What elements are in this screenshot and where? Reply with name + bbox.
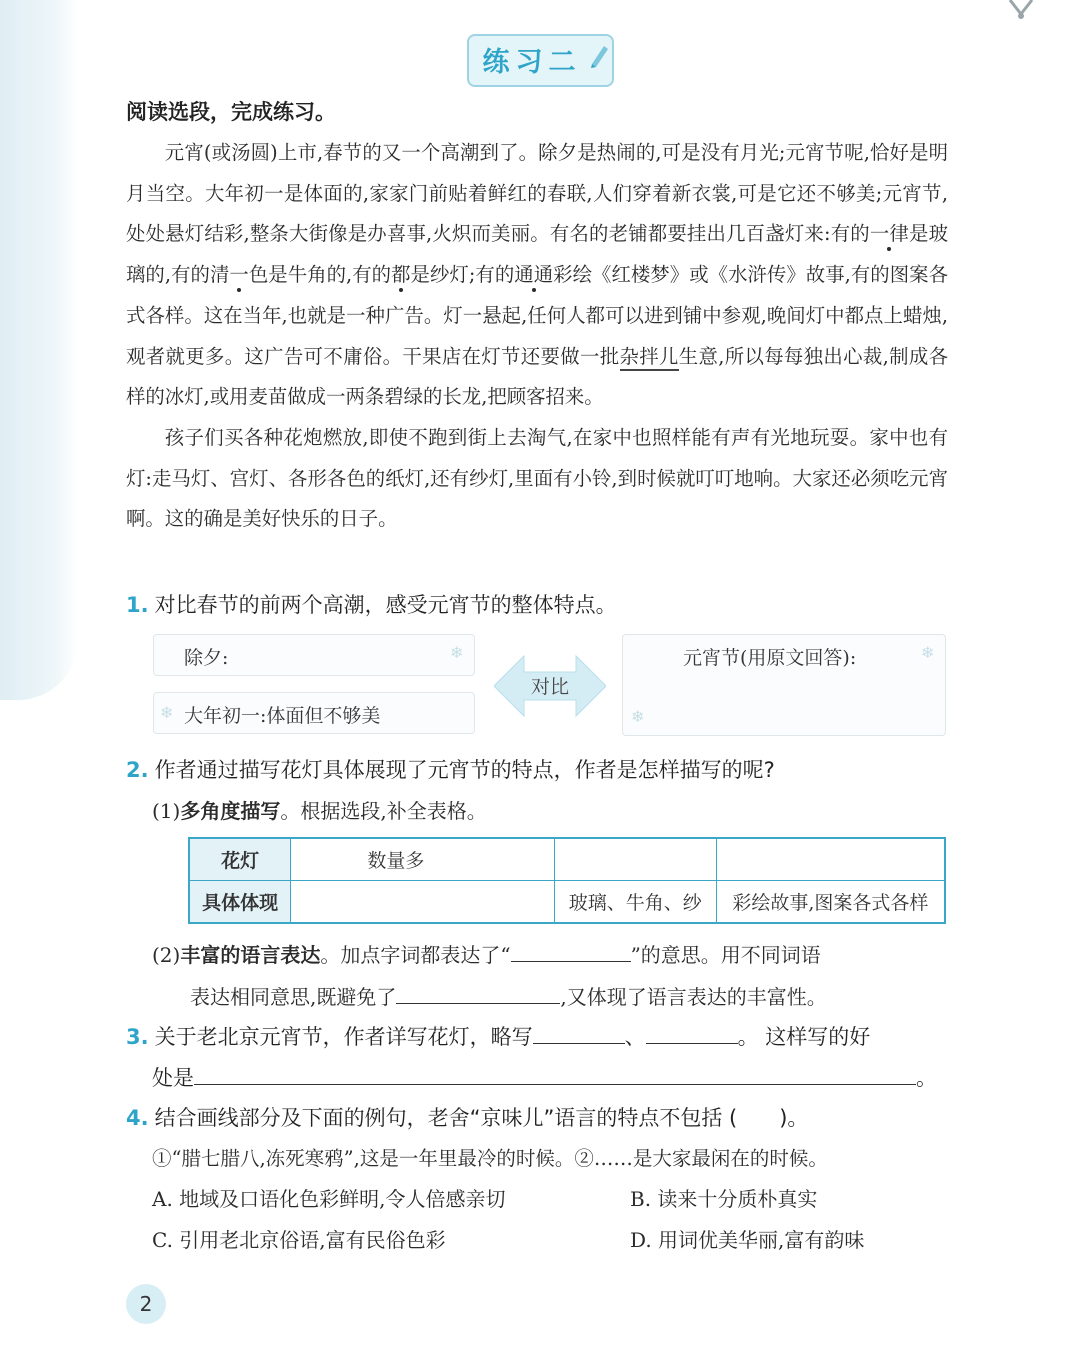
question-text: 关于老北京元宵节，作者详写花灯，略写 [154, 1025, 533, 1049]
instruction: 阅读选段，完成练习。 [126, 100, 336, 124]
part-heading: 多角度描写 [180, 799, 281, 823]
part-text: ,又体现了语言表达的丰富性。 [560, 985, 827, 1009]
box-label: 除夕: [184, 647, 229, 669]
passage-text: 元宵(或汤圆)上市,春节的又一个高潮到了。除夕是热闹的,可是没有月光;元宵节呢,恰好是明月当空。大年初一是体面的,家家门前贴着鲜红的春联,人们穿着新衣裳,可是它还不够美;元宵节,处处悬灯结彩,整条大街像是办喜事,火炽而美丽。有名的老铺都要挂出几百盏灯来:有的 [126, 141, 948, 246]
answer-table [188, 837, 946, 924]
question-2-part-2 [152, 939, 821, 968]
dotted-word: 一律 [869, 222, 910, 246]
question-text: 。 这样写的好 [737, 1025, 871, 1049]
table-cell: 玻璃、牛角、纱 [554, 881, 716, 924]
question-text: 处是 [152, 1066, 194, 1090]
snowflake-icon: ❄ [160, 703, 174, 722]
table-row [189, 838, 945, 881]
part-text: 表达相同意思,既避免了 [190, 985, 397, 1009]
question-text: 作者通过描写花灯具体展现了元宵节的特点，作者是怎样描写的呢? [154, 758, 775, 782]
part-heading: 丰富的语言表达 [180, 943, 321, 967]
question-text: 。 [916, 1066, 937, 1090]
option-a[interactable]: A. 地域及口语化色彩鲜明,令人倍感亲切 [152, 1187, 506, 1211]
question-1 [126, 589, 617, 619]
question-3-cont [152, 1062, 937, 1092]
table-row-header: 具体体现 [189, 881, 291, 924]
option-b[interactable]: B. 读来十分质朴真实 [630, 1187, 818, 1211]
dotted-word: 清一色 [209, 263, 269, 287]
page-number: 2 [126, 1284, 166, 1324]
passage-text: 彩绘《红楼梦》或《水浒传》故事,有的图案各式各样。这在当年,也就是一种广告。灯一悬起,任何人都可以进到铺中参观,晚间灯中都点上蜡烛,观者就更多。这广告可不庸俗。干果店在灯节还要做一批 [126, 263, 949, 368]
passage-text: 生意,所以每每独出心裁,制成各样的冰灯,或用麦苗做成一两条碧绿的长龙,把顾客招来。 [126, 344, 949, 409]
passage-text: 是玻璃的,有的 [126, 222, 949, 287]
box-label: 元宵节(用原文回答): [683, 647, 857, 669]
answer-blank[interactable] [511, 961, 631, 962]
answer-blank[interactable] [396, 1003, 560, 1004]
snowflake-icon: ❄ [921, 643, 935, 662]
table-cell-blank[interactable] [291, 881, 554, 924]
question-number: 3. [126, 1025, 149, 1049]
compare-label: 对比 [530, 676, 569, 698]
question-number: 4. [126, 1106, 149, 1130]
question-text: 对比春节的前两个高潮，感受元宵节的整体特点。 [154, 593, 617, 617]
dotted-word: 都 [391, 263, 411, 287]
pin-icon [1006, 0, 1036, 22]
table-cell-blank[interactable] [716, 838, 945, 881]
passage-paragraph-1 [126, 133, 948, 418]
passage-paragraph-2: 孩子们买各种花炮燃放,即使不跑到街上去淘气,在家中也照样能有声有光地玩耍。家中也有灯:走马灯、宫灯、各形各色的纸灯,还有纱灯,里面有小铃,到时候就叮叮地响。大家还必须吃元宵啊。这的确是美好快乐的日子。 [126, 425, 948, 531]
question-text: 结合画线部分及下面的例句，老舍“京味儿”语言的特点不包括 ( )。 [154, 1106, 809, 1130]
question-number: 2. [126, 758, 149, 782]
part-text: 。根据选段,补全表格。 [280, 799, 487, 823]
example-sentences: ①“腊七腊八,冻死寒鸦”,这是一年里最冷的时候。②……是大家最闲在的时候。 [152, 1147, 828, 1170]
question-3 [126, 1021, 870, 1051]
answer-blank[interactable] [533, 1043, 625, 1044]
underlined-word: 杂拌儿 [620, 345, 679, 371]
dotted-word: 通通 [514, 263, 554, 287]
option-c[interactable]: C. 引用老北京俗语,富有民俗色彩 [152, 1228, 446, 1252]
table-row [189, 881, 945, 924]
snowflake-icon: ❄ [450, 643, 464, 662]
pencil-icon [588, 42, 610, 68]
question-number: 1. [126, 593, 149, 617]
answer-blank[interactable] [646, 1043, 738, 1044]
table-cell-blank[interactable] [554, 838, 716, 881]
part-number: (2) [152, 943, 181, 967]
answer-box-eve[interactable] [153, 634, 475, 676]
answer-blank[interactable] [194, 1084, 916, 1085]
title-area [0, 34, 1080, 87]
part-number: (1) [152, 799, 181, 823]
table-row-header: 花灯 [189, 838, 291, 881]
question-4 [126, 1102, 808, 1132]
question-2-part-2-cont [190, 981, 827, 1010]
passage-text: 是纱灯;有的 [410, 263, 515, 287]
side-decoration [0, 0, 78, 700]
part-text: ”的意思。用不同词语 [630, 943, 821, 967]
reading-passage [126, 133, 948, 540]
option-d[interactable]: D. 用词优美华丽,富有韵味 [630, 1228, 865, 1252]
table-cell: 彩绘故事,图案各式各样 [716, 881, 945, 924]
passage-text: 是牛角的,有的 [268, 263, 392, 287]
exercise-title-text: 练习二 [482, 47, 582, 78]
exercise-title [467, 34, 614, 87]
answer-box-new-year[interactable] [153, 692, 475, 734]
table-cell: 数量多 [291, 838, 554, 881]
question-2-part-1 [152, 795, 487, 824]
snowflake-icon: ❄ [631, 707, 645, 726]
question-2 [126, 754, 775, 784]
part-text: 。加点字词都表达了“ [320, 943, 511, 967]
box-label: 大年初一:体面但不够美 [184, 705, 381, 727]
answer-box-lantern[interactable] [622, 634, 946, 736]
question-text: 、 [624, 1025, 646, 1049]
